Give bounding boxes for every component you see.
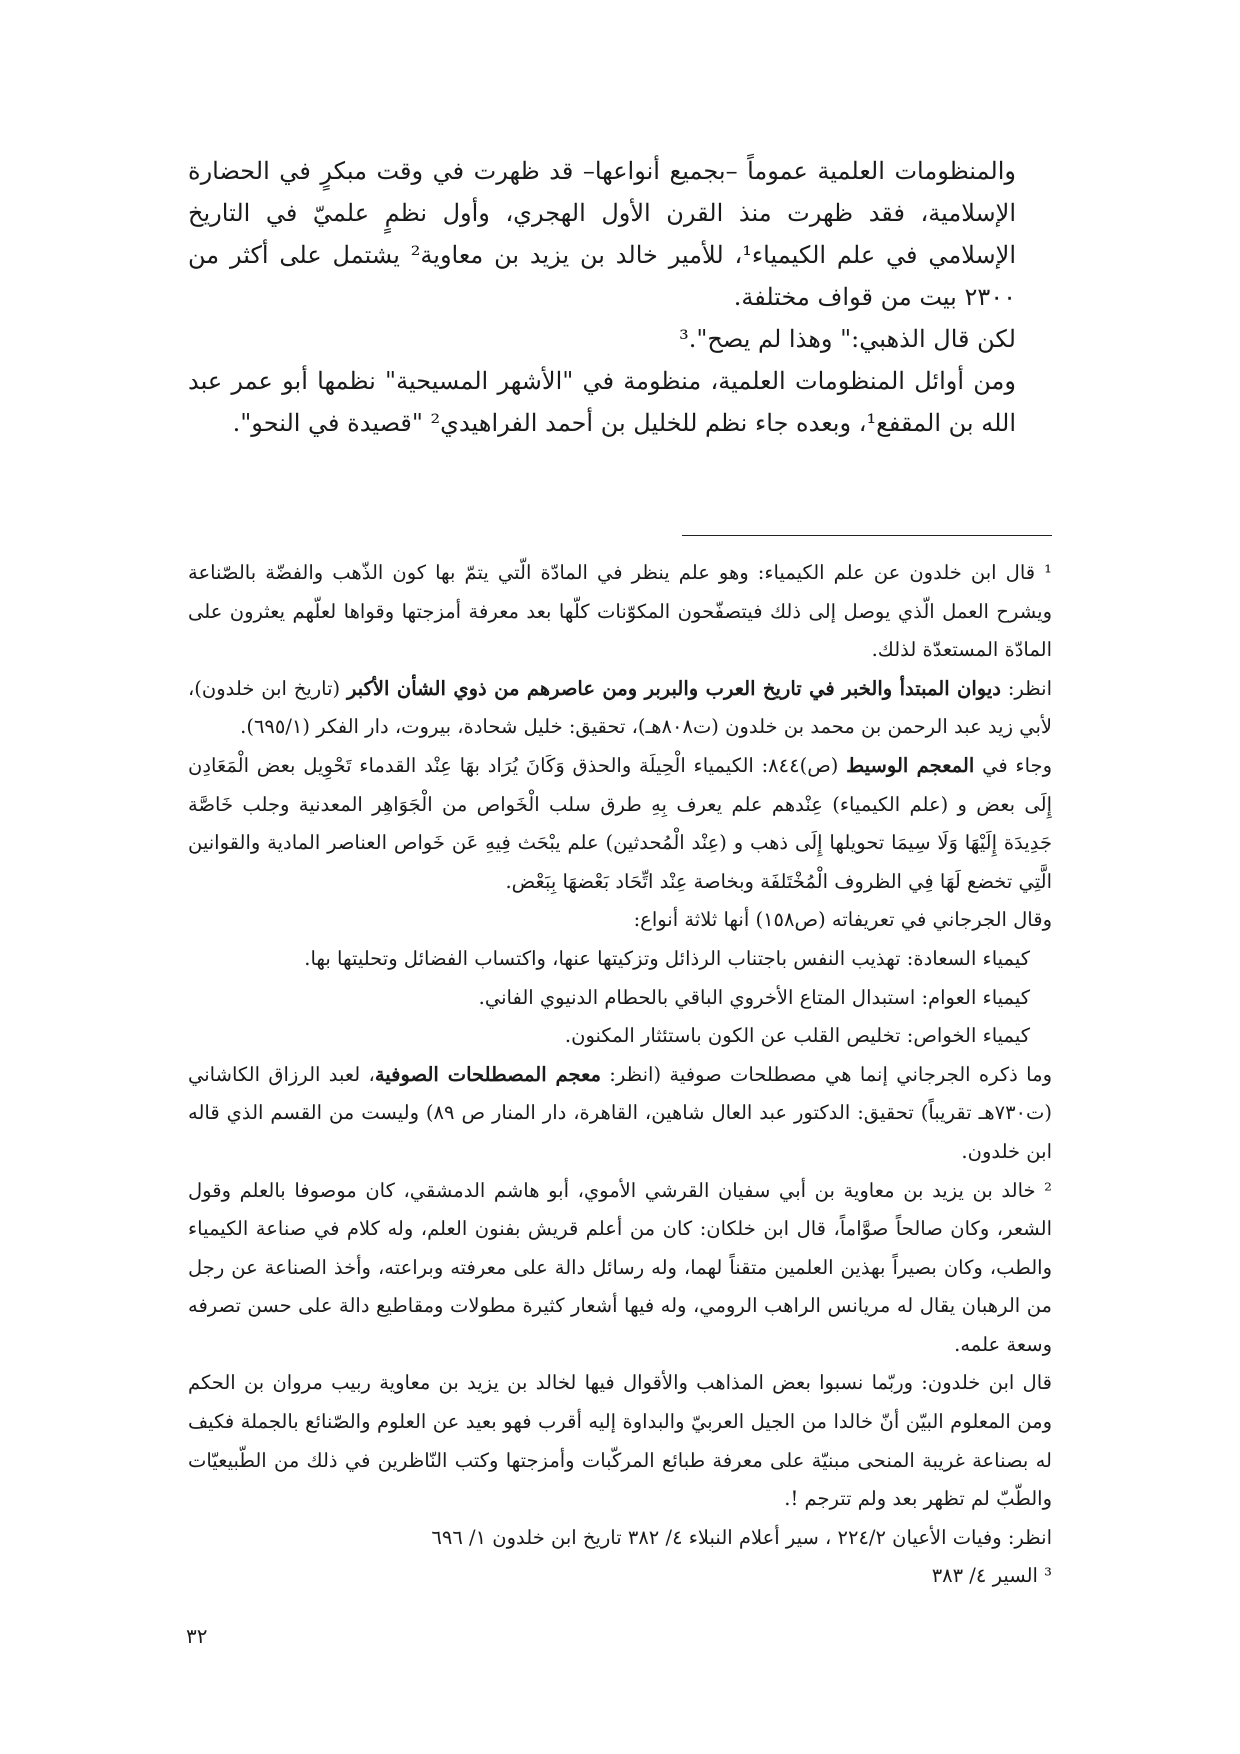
footnote-1-reference bbox=[188, 670, 1052, 747]
sufi-prefix: وما ذكره الجرجاني إنما هي مصطلحات صوفية (انظر: bbox=[600, 1062, 1052, 1086]
footnote-2-khaldun: قال ابن خلدون: وربّما نسبوا بعض المذاهب والأقوال فيها لخالد بن يزيد بن معاوية ربيب مروان بن الحكم ومن المعلوم البيّن أنّ خالدا من الجيل العربيّ والبداوة إليه أقرب فهو بعيد عن العلوم والصّنائع بالجملة فكيف له بصناعة غريبة المنحى مبنيّة على معرفة طبائع المركّبات وأمزجتها وكتب النّاظرين في ذلك من الطّبيعيّات والطّبّ لم تظهر بعد ولم تترجم !. bbox=[188, 1371, 1052, 1511]
paragraph-1: والمنظومات العلمية عموماً –بجميع أنواعها– قد ظهرت في وقت مبكرٍ في الحضارة الإسلامية، فقد ظهرت منذ القرن الأول الهجري، وأول نظمٍ علميّ في التاريخ الإسلامي في علم الكيمياء¹، للأمير خالد بن يزيد بن معاوية² يشتمل على أكثر من ٢٣٠٠ بيت من قواف مختلفة. bbox=[188, 157, 1016, 311]
sufi-text: ، لعبد الرزاق الكاشاني (ت٧٣٠هـ تقريباً) تحقيق: الدكتور عبد العال شاهين، القاهرة، دار المنار ص ٨٩) وليست من القسم الذي قاله ابن خلدون. bbox=[188, 1062, 1052, 1163]
paragraph-2: لكن قال الذهبي:" وهذا لم يصح".³ bbox=[679, 325, 1016, 353]
footnote-2: ² خالد بن يزيد بن معاوية بن أبي سفيان القرشي الأموي، أبو هاشم الدمشقي، كان موصوفا بالعلم وقول الشعر، وكان صالحاً صوَّاماً، قال ابن خلكان: كان من أعلم قريش بفنون العلم، وله كلام في صناعة الكيمياء والطب، وكان بصيراً بهذين العلمين متقناً لهما، وله رسائل دالة على معرفته وبراعته، وأخذ الصناعة عن رجل من الرهبان يقال له مريانس الراهب الرومي، وله فيها أشعار كثيرة مطولات ومقاطيع دالة على حسن تصرفه وسعة علمه. bbox=[188, 1178, 1052, 1356]
wasit-title: المعجم الوسيط bbox=[846, 753, 975, 777]
footnote-1-wasit bbox=[188, 747, 1052, 901]
footnotes bbox=[188, 554, 1052, 1596]
ref-details: (تاريخ ابن خلدون)، لأبي زيد عبد الرحمن بن محمد بن خلدون (ت٨٠٨هـ)، تحقيق: خليل شحادة، بيروت، دار الفكر (٦٩٥/١). bbox=[188, 676, 1052, 739]
alchemy-type-3: كيمياء الخواص: تخليص القلب عن الكون باستئثار المكنون. bbox=[564, 1024, 1030, 1048]
alchemy-type-2: كيمياء العوام: استبدال المتاع الأخروي الباقي بالحطام الدنيوي الفاني. bbox=[478, 985, 1030, 1009]
footnote-1: ¹ قال ابن خلدون عن علم الكيمياء: وهو علم ينظر في المادّة الّتي يتمّ بها كون الذّهب والفضّة بالصّناعة ويشرح العمل الّذي يوصل إلى ذلك فيتصفّحون المكوّنات كلّها بعد معرفة أمزجتها وقواها لعلّهم يعثرون على المادّة المستعدّة لذلك. bbox=[188, 561, 1052, 662]
paragraph-3: ومن أوائل المنظومات العلمية، منظومة في "الأشهر المسيحية" نظمها أبو عمر عبد الله بن المقفع¹، وبعده جاء نظم للخليل بن أحمد الفراهيدي² "قصيدة في النحو". bbox=[188, 367, 1016, 437]
footnote-2-reference: انظر: وفيات الأعيان ٢٢٤/٢ ، سير أعلام النبلاء ٤/ ٣٨٢ تاريخ ابن خلدون ١/ ٦٩٦ bbox=[431, 1525, 1052, 1549]
footnote-separator bbox=[682, 535, 1052, 536]
sufi-title: معجم المصطلحات الصوفية bbox=[374, 1062, 601, 1086]
footnote-1-sufi bbox=[188, 1056, 1052, 1172]
wasit-text: (ص)٨٤٤: الكيمياء الْحِيلَة والحذق وَكَانَ يُرَاد بهَا عِنْد القدماء تَحْوِيل بعض الْمَعَادِن إِلَى بعض و (علم الكيمياء) عِنْدهم علم يعرف بِهِ طرق سلب الْخَواص من الْجَوَاهِر المعدنية وجلب خَاصَّة جَدِيدَة إِلَيْهَا وَلَا سِيمَا تحويلها إِلَى ذهب و (عِنْد الْمُحدثين) علم يبْحَث فِيهِ عَن خَواص العناصر المادية والقوانين الَّتِي تخضع لَهَا فِي الظروف الْمُخْتَلفَة وبخاصة عِنْد اتِّحَاد بَعْضهَا بِبَعْض. bbox=[188, 753, 1052, 893]
footnote-3: ³ السير ٤/ ٣٨٣ bbox=[931, 1564, 1052, 1588]
ref-prefix: انظر: bbox=[1001, 676, 1053, 700]
alchemy-type-1: كيمياء السعادة: تهذيب النفس باجتناب الرذائل وتزكيتها عنها، واكتساب الفضائل وتحليتها بها. bbox=[304, 946, 1030, 970]
footnote-1-jurjani: وقال الجرجاني في تعريفاته (ص١٥٨) أنها ثلاثة أنواع: bbox=[633, 908, 1052, 932]
wasit-prefix: وجاء في bbox=[974, 753, 1052, 777]
ref-book-title: ديوان المبتدأ والخبر في تاريخ العرب والبربر ومن عاصرهم من ذوي الشأن الأكبر bbox=[347, 676, 1001, 700]
main-text bbox=[188, 150, 1052, 444]
page-number: ٣٢ bbox=[186, 1624, 208, 1648]
